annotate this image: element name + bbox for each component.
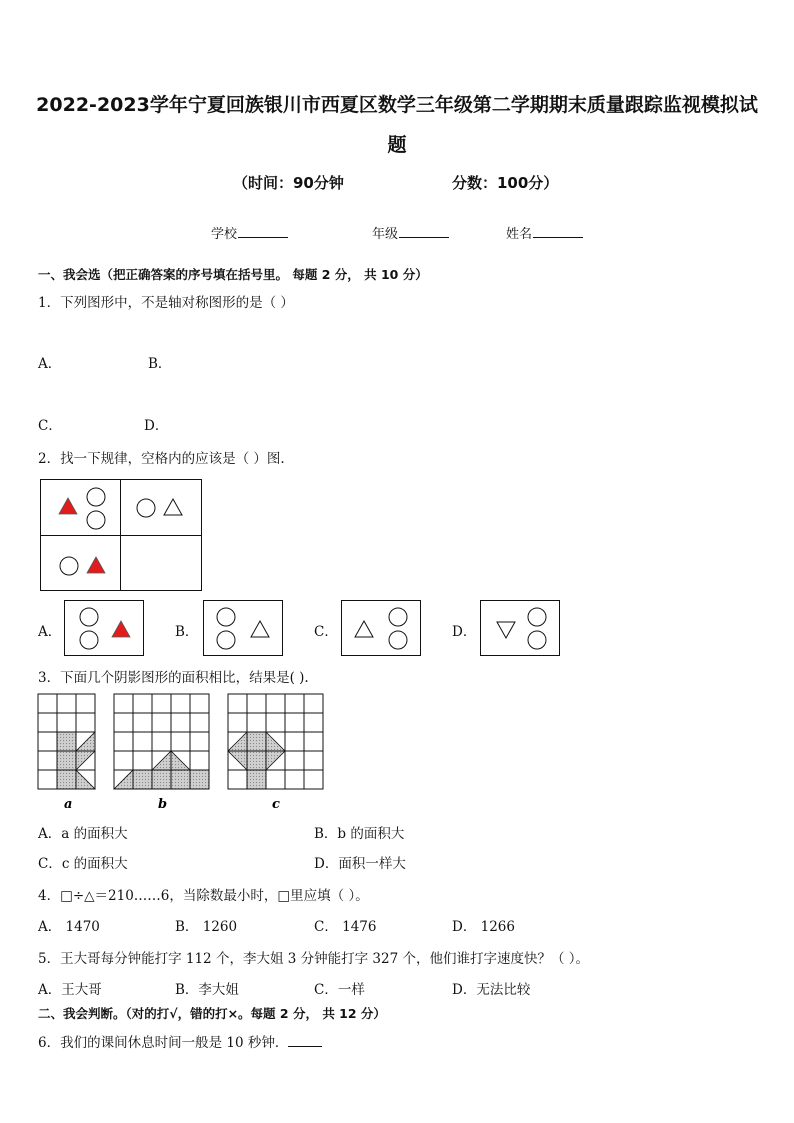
q4-option-b[interactable]: B． 1260: [175, 919, 238, 935]
q3-option-b[interactable]: B．b 的面积大: [314, 826, 405, 842]
q4-option-d[interactable]: D． 1266: [452, 919, 515, 935]
school-field[interactable]: [211, 223, 288, 242]
title-line-1: 2022-2023学年宁夏回族银川市西夏区数学三年级第二学期期末质量跟踪监视模拟试: [36, 94, 758, 116]
score-label: 分数：100分）: [452, 174, 559, 192]
question-2: 2．找一下规律，空格内的应该是（ ）图.: [38, 451, 285, 467]
pattern-grid: [40, 479, 202, 591]
question-4: 4．□÷△＝210……6，当除数最小时，□里应填（ ）。: [38, 888, 369, 904]
section-1-heading: 一、我会选（把正确答案的序号填在括号里。 每题 2 分， 共 10 分）: [38, 267, 428, 282]
figure-label-c: c: [272, 797, 280, 812]
answer-blank[interactable]: [288, 1034, 322, 1047]
q1-option-d[interactable]: D．: [144, 418, 169, 434]
q2-option-a[interactable]: A．: [38, 624, 62, 640]
pattern-shapes: [41, 480, 201, 590]
q5-option-c[interactable]: C．一样: [314, 982, 365, 998]
q5-option-a[interactable]: A．王大哥: [38, 982, 102, 998]
question-3: 3．下面几个阴影图形的面积相比，结果是( ).: [38, 670, 309, 686]
name-label: 姓名: [506, 227, 533, 242]
title-line-2: 题: [387, 134, 407, 156]
area-comparison-figure: [36, 692, 328, 814]
question-1: 1．下列图形中，不是轴对称图形的是（ ）: [38, 295, 294, 311]
q2-option-c[interactable]: C．: [314, 624, 338, 640]
q5-option-d[interactable]: D．无法比较: [452, 982, 531, 998]
name-field[interactable]: [506, 223, 583, 242]
school-label: 学校: [211, 227, 238, 242]
question-6-text: 6．我们的课间休息时间一般是 10 秒钟．: [38, 1035, 289, 1051]
q2-option-c-figure[interactable]: [341, 600, 421, 656]
q3-option-d[interactable]: D．面积一样大: [314, 856, 406, 872]
q3-option-c[interactable]: C．c 的面积大: [38, 856, 128, 872]
figure-label-b: b: [158, 797, 168, 812]
question-6: [38, 1031, 322, 1051]
grade-label: 年级: [372, 227, 399, 242]
question-5: 5．王大哥每分钟能打字 112 个，李大姐 3 分钟能打字 327 个，他们谁打字速度快？（ ）。: [38, 951, 590, 967]
q1-option-c[interactable]: C．: [38, 418, 62, 434]
q1-option-a[interactable]: A．: [38, 356, 62, 372]
q5-option-b[interactable]: B．李大姐: [175, 982, 239, 998]
q4-option-c[interactable]: C． 1476: [314, 919, 377, 935]
grade-field[interactable]: [372, 223, 449, 242]
q4-option-a[interactable]: A． 1470: [38, 919, 100, 935]
q2-option-a-figure[interactable]: [64, 600, 144, 656]
figure-label-a: a: [64, 797, 73, 812]
q2-option-b[interactable]: B．: [175, 624, 199, 640]
time-label: （时间：90分钟: [233, 174, 344, 192]
section-2-heading: 二、我会判断。（对的打√，错的打×。每题 2 分， 共 12 分）: [38, 1006, 386, 1021]
q2-option-d[interactable]: D．: [452, 624, 477, 640]
q2-option-d-figure[interactable]: [480, 600, 560, 656]
q1-option-b[interactable]: B．: [148, 356, 172, 372]
q3-option-a[interactable]: A．a 的面积大: [38, 826, 128, 842]
q2-option-b-figure[interactable]: [203, 600, 283, 656]
